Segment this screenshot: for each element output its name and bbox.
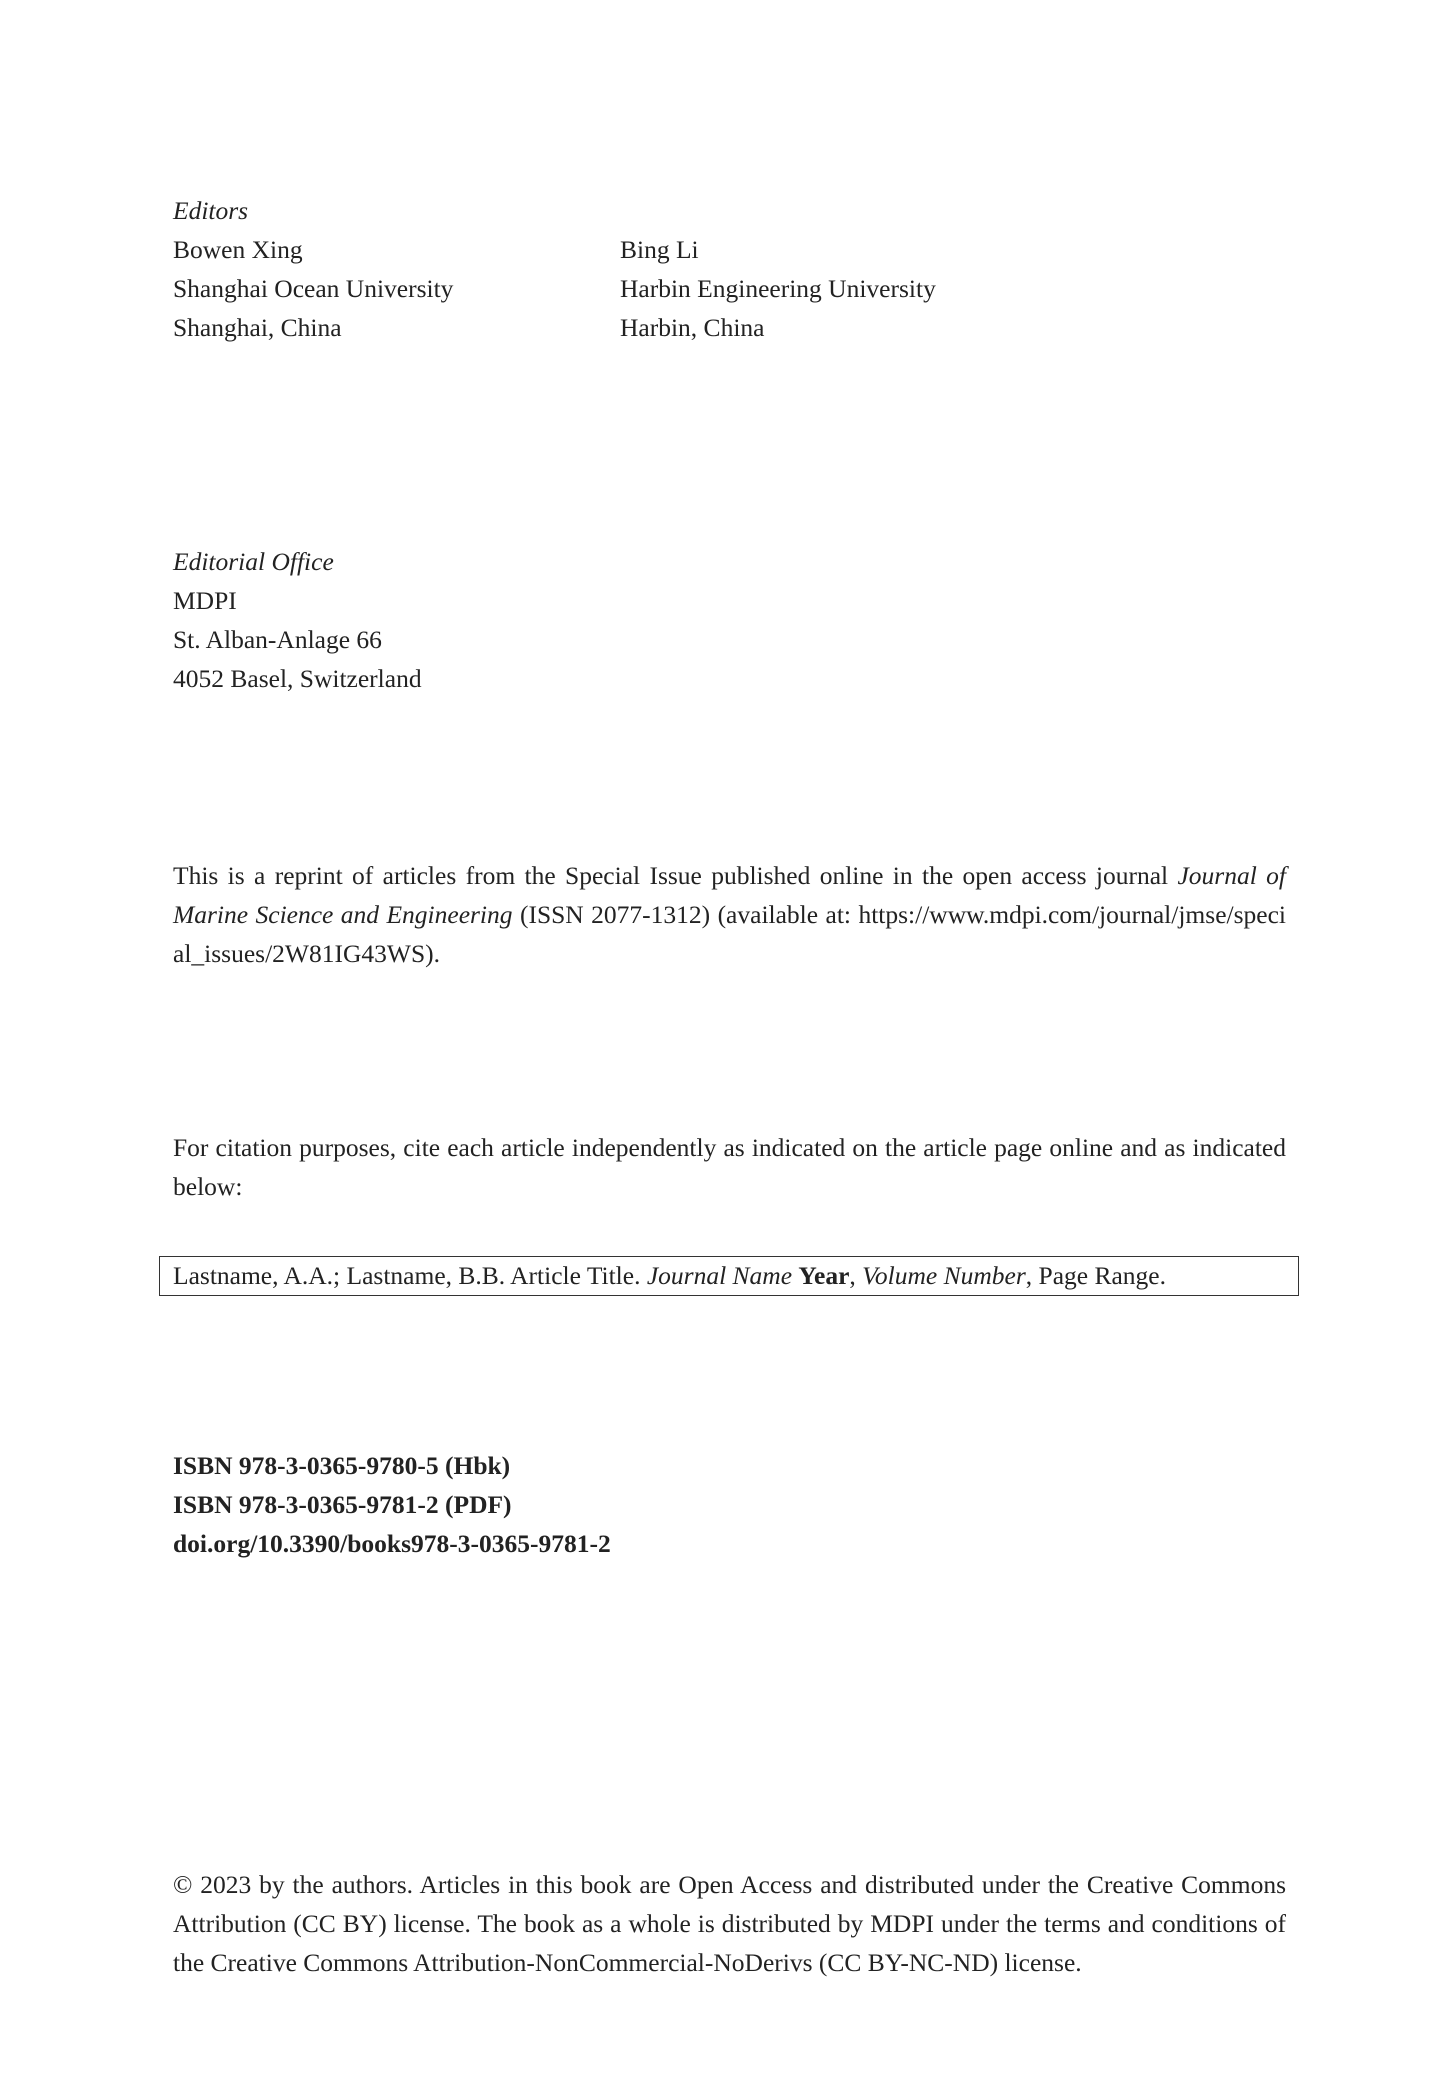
editor-1-name: Bowen Xing — [173, 235, 303, 264]
isbn-hbk: ISBN 978-3-0365-9780-5 (Hbk) — [173, 1451, 511, 1480]
reprint-issn: (ISSN 2077-1312) (available at: — [512, 900, 859, 929]
editor-1-affiliation: Shanghai Ocean University — [173, 274, 454, 303]
editor-1-location: Shanghai, China — [173, 313, 342, 342]
citation-journal-name: Journal Name — [646, 1261, 793, 1290]
editorial-office-section — [173, 542, 422, 698]
doi-link[interactable]: doi.org/10.3390/books978-3-0365-9781-2 — [173, 1529, 611, 1558]
citation-format-box — [159, 1256, 1299, 1296]
isbn-section — [173, 1446, 611, 1563]
citation-pages: , Page Range. — [1025, 1261, 1166, 1290]
citation-year: Year — [798, 1261, 850, 1290]
editor-2-location: Harbin, China — [620, 313, 765, 342]
editor-2-affiliation: Harbin Engineering University — [620, 274, 936, 303]
isbn-pdf: ISBN 978-3-0365-9781-2 (PDF) — [173, 1490, 512, 1519]
reprint-end: ). — [425, 939, 441, 968]
citation-volume: Volume Number — [862, 1261, 1026, 1290]
reprint-intro: This is a reprint of articles from the Special Issue published online in the open access journal — [173, 861, 1178, 890]
editors-heading: Editors — [173, 196, 249, 225]
editors-section — [173, 191, 1283, 347]
journal-title: Journal of Marine Science and Engineering — [173, 861, 1286, 929]
office-line-street: St. Alban-Anlage 66 — [173, 625, 382, 654]
citation-sep: , — [849, 1261, 863, 1290]
special-issue-link[interactable]: https://www.mdpi.com/journal/jmse/special_issues/2W81IG43WS — [173, 900, 1286, 968]
reprint-statement — [173, 856, 1286, 973]
editorial-office-heading: Editorial Office — [173, 547, 334, 576]
office-line-city: 4052 Basel, Switzerland — [173, 664, 422, 693]
license-statement: © 2023 by the authors. Articles in this book are Open Access and distributed under the Creative Commons Attribution (CC BY) license. The book as a whole is distributed by MDPI under the terms and conditions of the Creative Commons Attribution-NonCommercial-NoDerivs (CC BY-NC-ND) license. — [173, 1870, 1286, 1977]
editor-2-name: Bing Li — [620, 235, 699, 264]
citation-note: For citation purposes, cite each article independently as indicated on the article page online and as indicated below: — [173, 1133, 1286, 1201]
editors-columns — [173, 230, 1283, 347]
office-line-name: MDPI — [173, 586, 237, 615]
editor-1 — [173, 230, 620, 347]
editor-2 — [620, 230, 1067, 347]
citation-authors-title: Lastname, A.A.; Lastname, B.B. Article Title. — [173, 1261, 647, 1290]
